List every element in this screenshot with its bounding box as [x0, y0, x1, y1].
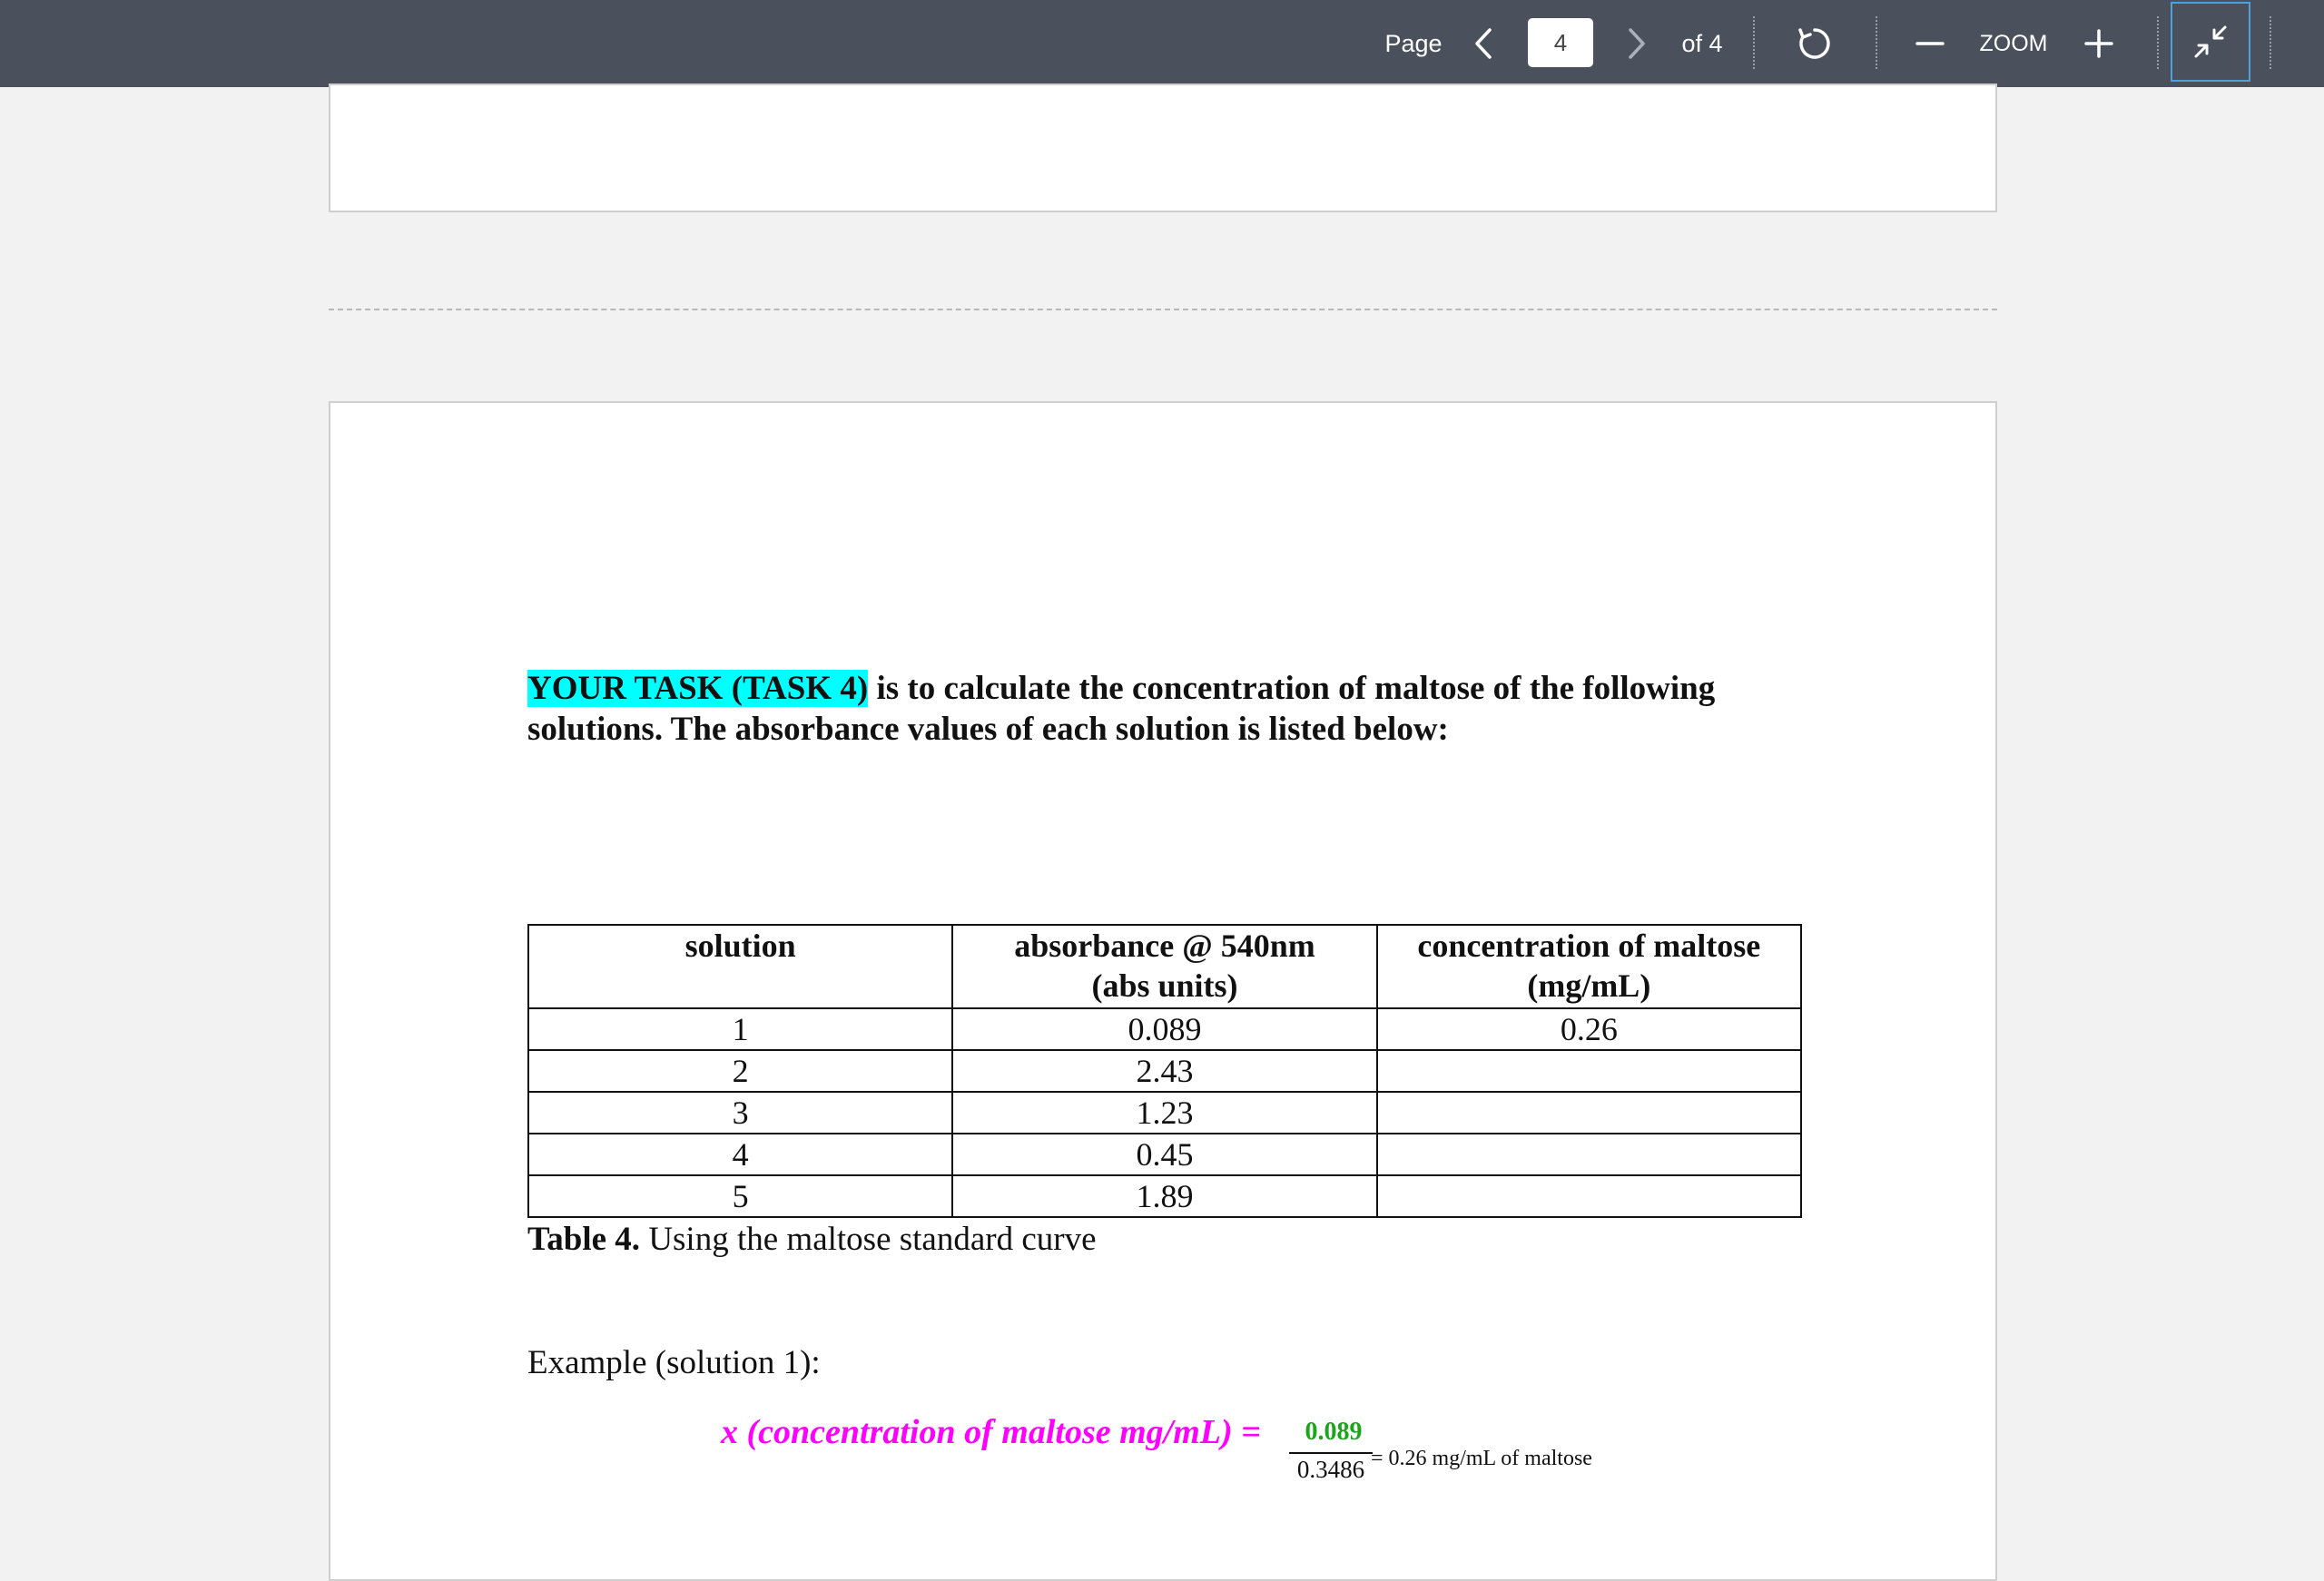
current-page-sheet	[329, 401, 1997, 1581]
toolbar-separator	[2270, 16, 2271, 69]
collapse-icon	[2192, 24, 2229, 60]
rotate-button[interactable]	[1793, 0, 1837, 87]
cell-concentration	[1377, 1050, 1801, 1092]
cell-absorbance: 0.089	[952, 1008, 1376, 1050]
fraction-bar	[1289, 1452, 1373, 1454]
chevron-right-icon	[1627, 27, 1647, 60]
table-row	[528, 1008, 1801, 1050]
header-solution: solution	[528, 925, 952, 1008]
zoom-in-button[interactable]	[2079, 0, 2119, 87]
cell-concentration	[1377, 1092, 1801, 1134]
zoom-label: ZOOM	[1979, 30, 2048, 56]
next-page-button[interactable]	[1617, 0, 1657, 87]
zoom-out-button[interactable]	[1910, 0, 1950, 87]
formula-lhs: x (concentration of maltose mg/mL) =	[721, 1413, 1261, 1451]
toolbar-separator	[1753, 16, 1755, 69]
task-text: is to calculate the concentration of maltose of the following solutions. The absorbance values of each solution is listed below:	[527, 670, 1716, 748]
prev-page-button[interactable]	[1463, 0, 1503, 87]
viewer-toolbar	[0, 0, 2324, 87]
exit-fullscreen-button[interactable]	[2171, 2, 2250, 82]
toolbar-separator	[1876, 16, 1877, 69]
rotate-icon	[1797, 25, 1833, 62]
page-label: Page	[1384, 29, 1443, 57]
table-row	[528, 1134, 1801, 1175]
table-header-row	[528, 925, 1801, 1008]
example-label: Example (solution 1):	[527, 1344, 821, 1381]
cell-concentration: 0.26	[1377, 1008, 1801, 1050]
cell-solution: 3	[528, 1092, 952, 1134]
caption-label: Table 4.	[527, 1221, 641, 1258]
task-highlight: YOUR TASK (TASK 4)	[527, 670, 869, 707]
formula-denominator: 0.3486	[1296, 1456, 1365, 1483]
table-caption	[527, 1220, 1097, 1259]
cell-solution: 5	[528, 1175, 952, 1217]
cell-absorbance: 1.89	[952, 1175, 1376, 1217]
cell-concentration	[1377, 1175, 1801, 1217]
document-viewport[interactable]	[0, 87, 2324, 1483]
caption-text: Using the maltose standard curve	[640, 1221, 1097, 1258]
cell-absorbance: 2.43	[952, 1050, 1376, 1092]
chevron-left-icon	[1473, 27, 1493, 60]
maltose-table	[527, 924, 1802, 1218]
toolbar-separator	[2157, 16, 2159, 69]
previous-page-sheet	[329, 83, 1997, 212]
header-absorbance: absorbance @ 540nm (abs units)	[952, 925, 1376, 1008]
formula-result: = 0.26 mg/mL of maltose	[1371, 1447, 1592, 1470]
cell-absorbance: 1.23	[952, 1092, 1376, 1134]
task-instructions	[527, 668, 1835, 750]
cell-concentration	[1377, 1134, 1801, 1175]
minus-icon	[1915, 28, 1945, 59]
cell-solution: 1	[528, 1008, 952, 1050]
page-break-divider	[329, 309, 1997, 310]
table-row	[528, 1092, 1801, 1134]
header-concentration: concentration of maltose (mg/mL)	[1377, 925, 1801, 1008]
page-number-input[interactable]	[1528, 18, 1593, 67]
cell-solution: 4	[528, 1134, 952, 1175]
page-total-label: of 4	[1681, 29, 1723, 57]
table-row	[528, 1175, 1801, 1217]
table-row	[528, 1050, 1801, 1092]
cell-absorbance: 0.45	[952, 1134, 1376, 1175]
plus-icon	[2083, 28, 2114, 59]
cell-solution: 2	[528, 1050, 952, 1092]
formula-numerator: 0.089	[1305, 1418, 1363, 1446]
